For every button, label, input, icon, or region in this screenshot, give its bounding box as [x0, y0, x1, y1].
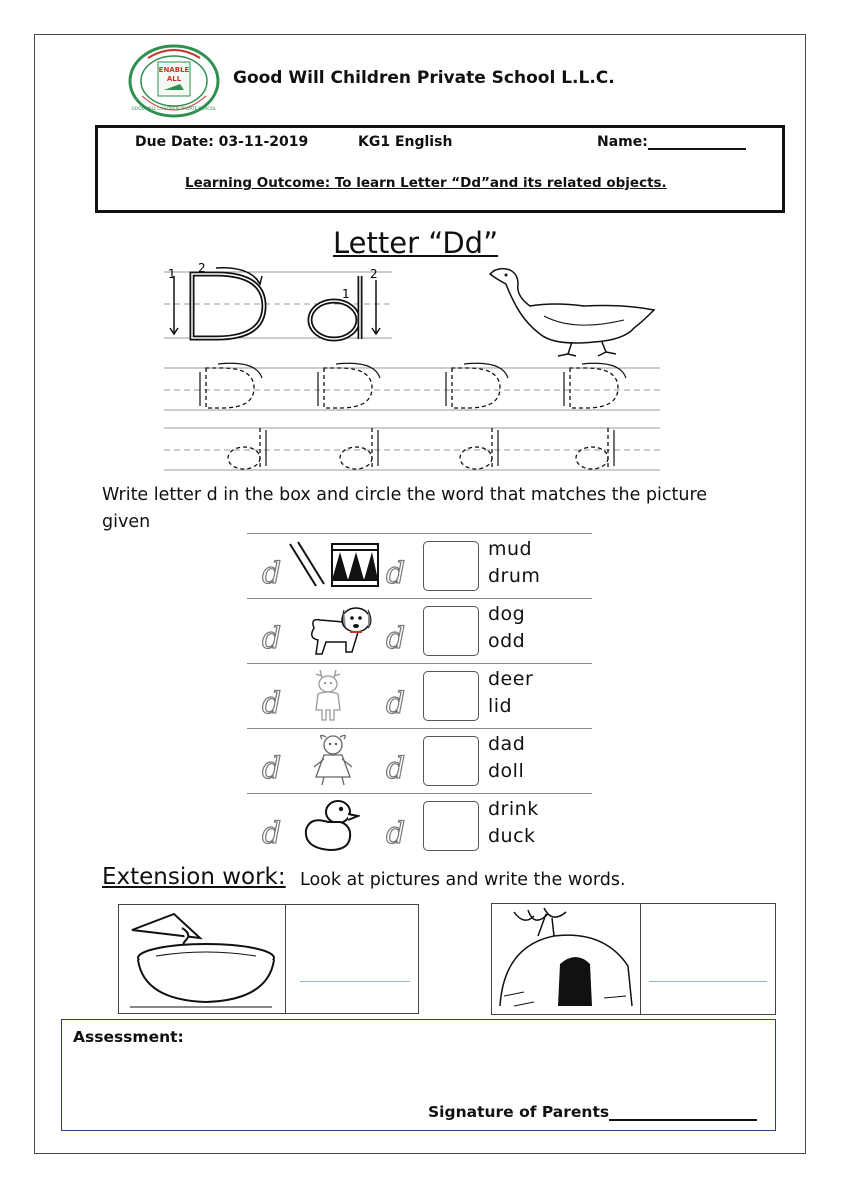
letter-d-right: d	[386, 686, 406, 721]
learning-outcome: Learning Outcome: To learn Letter “Dd”and its related objects.	[185, 175, 667, 191]
answer-line[interactable]	[649, 981, 767, 982]
name-blank[interactable]	[648, 134, 746, 150]
due-date: Due Date: 03-11-2019	[135, 134, 309, 150]
row-divider	[247, 728, 592, 729]
row-divider	[247, 793, 592, 794]
deer-icon	[306, 666, 352, 724]
letter-d-right: d	[386, 556, 406, 591]
word-option-b[interactable]: lid	[488, 695, 513, 717]
row-divider	[247, 533, 592, 534]
stroke-number-2: 2	[198, 262, 206, 275]
letter-title: Letter “Dd”	[333, 226, 499, 260]
subject-label: KG1 English	[358, 134, 453, 150]
answer-box[interactable]	[423, 541, 479, 591]
stroke-number-1: 1	[168, 267, 176, 281]
letter-d-left: d	[262, 556, 282, 591]
extension-text: Look at pictures and write the words.	[300, 870, 626, 890]
word-option-b[interactable]: doll	[488, 760, 525, 782]
letter-d-right: d	[386, 751, 406, 786]
letter-d-right: d	[386, 621, 406, 656]
big-dd-letters	[160, 262, 400, 346]
extension-heading: Extension work:	[102, 864, 286, 890]
parent-signature-field[interactable]	[428, 1103, 757, 1121]
answer-box[interactable]	[423, 736, 479, 786]
name-label: Name:	[597, 134, 648, 150]
extension-divider	[285, 904, 286, 1014]
name-field[interactable]	[597, 134, 746, 150]
answer-box[interactable]	[423, 801, 479, 851]
matching-instruction: Write letter d in the box and circle the word that matches the picture given	[102, 485, 708, 532]
dog-icon	[300, 602, 378, 660]
word-option-a[interactable]: mud	[488, 538, 533, 560]
tracing-practice-rows	[160, 358, 664, 476]
word-option-b[interactable]: duck	[488, 825, 536, 847]
letter-d-left: d	[262, 816, 282, 851]
stroke-number-d2: 2	[370, 267, 378, 281]
logo-text-bottom: ALL	[166, 75, 182, 83]
word-option-a[interactable]: drink	[488, 798, 539, 820]
row-divider	[247, 663, 592, 664]
word-option-b[interactable]: odd	[488, 630, 526, 652]
word-option-a[interactable]: deer	[488, 668, 534, 690]
word-option-b[interactable]: drum	[488, 565, 541, 587]
answer-box[interactable]	[423, 671, 479, 721]
logo-ring-text: GOOD WILL CHILDREN PRIVATE SCHOOL	[131, 106, 217, 111]
signature-label: Signature of Parents	[428, 1103, 610, 1121]
doll-icon	[308, 731, 358, 789]
extension-divider	[640, 903, 641, 1015]
signature-blank[interactable]	[609, 1103, 757, 1121]
school-name: Good Will Children Private School L.L.C.	[233, 68, 615, 88]
letter-d-right: d	[386, 816, 406, 851]
word-option-a[interactable]: dad	[488, 733, 526, 755]
duck-icon	[300, 796, 360, 854]
drum-icon	[286, 540, 382, 590]
logo-text-top: ENABLE	[158, 66, 190, 74]
goose-icon	[484, 262, 660, 362]
answer-box[interactable]	[423, 606, 479, 656]
school-logo-icon	[128, 44, 220, 118]
dip-bowl-icon	[122, 908, 282, 1010]
den-cave-icon	[494, 906, 638, 1012]
word-option-a[interactable]: dog	[488, 603, 526, 625]
letter-d-left: d	[262, 751, 282, 786]
assessment-label: Assessment:	[73, 1028, 184, 1046]
letter-d-left: d	[262, 621, 282, 656]
stroke-number-d1: 1	[342, 287, 350, 301]
answer-line[interactable]	[300, 981, 410, 982]
row-divider	[247, 598, 592, 599]
letter-d-left: d	[262, 686, 282, 721]
